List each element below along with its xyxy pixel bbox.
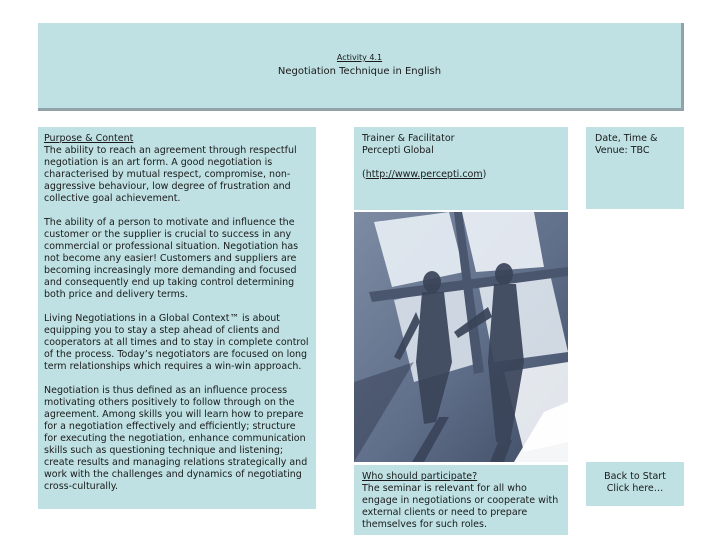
purpose-paragraph-1: The ability to reach an agreement through respectful negotiation is an art form. A good negotiation is characterised by mutual respect, compromise, non-aggressive behaviour, low degree of frustration and collective goal achievement.	[44, 145, 297, 204]
back-to-start-button[interactable]	[586, 462, 684, 506]
venue-panel	[586, 127, 684, 209]
purpose-paragraph-4: Negotiation is thus defined as an influence process motivating others positively to follow through on the agreement. Among skills you will learn how to prepare for a negotiation effectively and efficiently; structure for executing the negotiation, enhance communication skills such as questioning technique and listening; create results and managing relations strategically and work with the challenges and dynamics of negotiating cross-culturally.	[44, 385, 308, 492]
page-title: Negotiation Technique in English	[277, 66, 442, 77]
purpose-paragraph-2: The ability of a person to motivate and influence the customer or the supplier is crucial to success in any commercial or professional situation. Negotiation has not become any easier! Customers and suppliers are becoming increasingly more demanding and focused and consequently end up taking control determining both price and delivery terms.	[44, 217, 299, 300]
back-line-2: Click here…	[606, 483, 664, 494]
shadow-photo	[354, 212, 568, 462]
activity-label: Activity 4.1	[336, 53, 383, 62]
paren-open: (	[362, 169, 366, 180]
venue-line-1: Date, Time &	[595, 133, 658, 144]
shadow-photo-image	[354, 212, 568, 462]
purpose-content-panel	[38, 127, 316, 509]
trainer-name: Percepti Global	[362, 145, 434, 156]
audience-heading: Who should participate?	[362, 471, 478, 482]
purpose-heading: Purpose & Content	[44, 133, 134, 144]
venue-line-2: Venue: TBC	[595, 145, 650, 156]
trainer-url-line	[362, 169, 560, 181]
trainer-website-link[interactable]: http://www.percepti.com	[365, 169, 483, 180]
back-line-1: Back to Start	[604, 471, 666, 482]
paren-close: )	[482, 169, 487, 180]
trainer-panel	[354, 127, 568, 210]
title-banner	[38, 23, 684, 111]
trainer-label: Trainer & Facilitator	[362, 133, 455, 144]
purpose-paragraph-3: Living Negotiations in a Global Context™ is about equipping you to stay a step ahead of clients and cooperators at all times and to stay in complete control of the process. Today’s negotiators are focused on long term relationships which requires a win-win approach.	[44, 313, 309, 372]
audience-panel	[354, 465, 568, 535]
audience-text: The seminar is relevant for all who engage in negotiations or cooperate with external clients or need to prepare themselves for such roles.	[362, 483, 559, 530]
